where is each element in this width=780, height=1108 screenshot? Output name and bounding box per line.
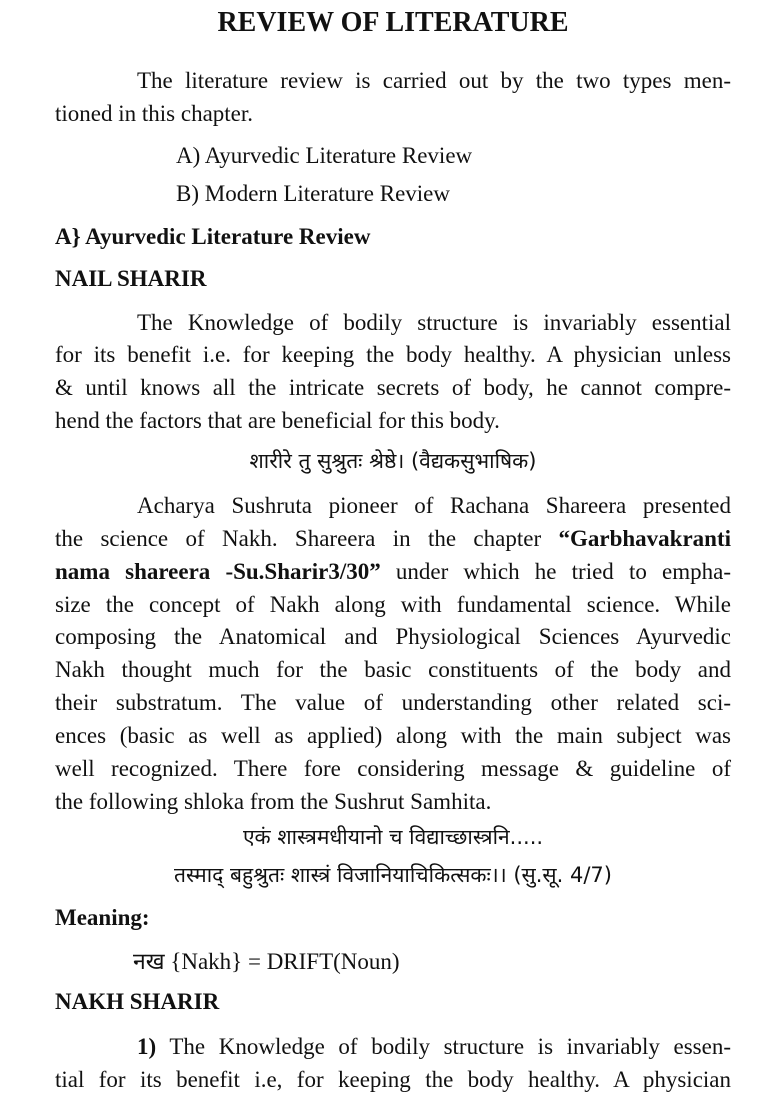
paragraph-line: the following shloka from the Sushrut Samhita. — [55, 789, 492, 814]
section-heading: NAIL SHARIR — [55, 266, 207, 291]
paragraph-line: for its benefit i.e. for keeping the body healthy. A physician unless — [55, 342, 731, 367]
intro-line: The literature review is carried out by the two types men- — [137, 68, 731, 93]
paragraph-line: hend the factors that are beneficial for this body. — [55, 408, 500, 433]
paragraph-line: tial for its benefit i.e, for keeping the body healthy. A physician — [55, 1067, 731, 1092]
paragraph-line: ences (basic as well as applied) along with the main subject was — [55, 723, 731, 748]
sanskrit-shloka: तस्माद् बहुश्रुतः शास्त्रं विजानियाचिकित्सकः।। (सु.सू. 4/7) — [174, 863, 612, 887]
item-number: 1) — [137, 1034, 157, 1059]
paragraph-line: Nakh thought much for the basic constituents of the body and — [55, 657, 731, 682]
list-item: A) Ayurvedic Literature Review — [176, 143, 473, 168]
text: the science of Nakh. Shareera in the chapter — [55, 526, 559, 551]
paragraph-line — [55, 522, 731, 555]
paragraph-line: their substratum. The value of understanding other related sci- — [55, 690, 731, 715]
intro-line: tioned in this chapter. — [55, 101, 254, 126]
paragraph-line: The Knowledge of bodily structure is invariably essential — [137, 310, 731, 335]
list-item: B) Modern Literature Review — [176, 181, 450, 206]
paragraph-line: well recognized. There fore considering message & guideline of — [55, 756, 731, 781]
chapter-name: nama shareera -Su.Sharir3/30” — [55, 559, 381, 584]
section-heading: NAKH SHARIR — [55, 989, 220, 1014]
paragraph-line — [55, 555, 731, 588]
text: under which he tried to empha- — [380, 559, 731, 584]
paragraph-line: Acharya Sushruta pioneer of Rachana Shareera presented — [137, 493, 731, 518]
paragraph-line — [137, 1030, 731, 1063]
meaning-text: नख {Nakh} = DRIFT(Noun) — [133, 949, 400, 974]
text: The Knowledge of bodily structure is invariably essen- — [156, 1034, 731, 1059]
chapter-name: “Garbhavakranti — [558, 526, 731, 551]
paragraph-line: & until knows all the intricate secrets of body, he cannot compre- — [55, 375, 731, 400]
section-heading: A} Ayurvedic Literature Review — [55, 224, 371, 249]
meaning-heading: Meaning: — [55, 905, 150, 930]
paragraph-line: composing the Anatomical and Physiological Sciences Ayurvedic — [55, 624, 731, 649]
sanskrit-shloka: शारीरे तु सुश्रुतः श्रेष्ठे। (वैद्यकसुभाषिक) — [249, 449, 537, 473]
page-title: REVIEW OF LITERATURE — [217, 7, 569, 38]
sanskrit-shloka: एकं शास्त्रमधीयानो च विद्याच्छास्त्रनि..... — [242, 825, 544, 849]
paragraph-line: size the concept of Nakh along with fundamental science. While — [55, 592, 731, 617]
